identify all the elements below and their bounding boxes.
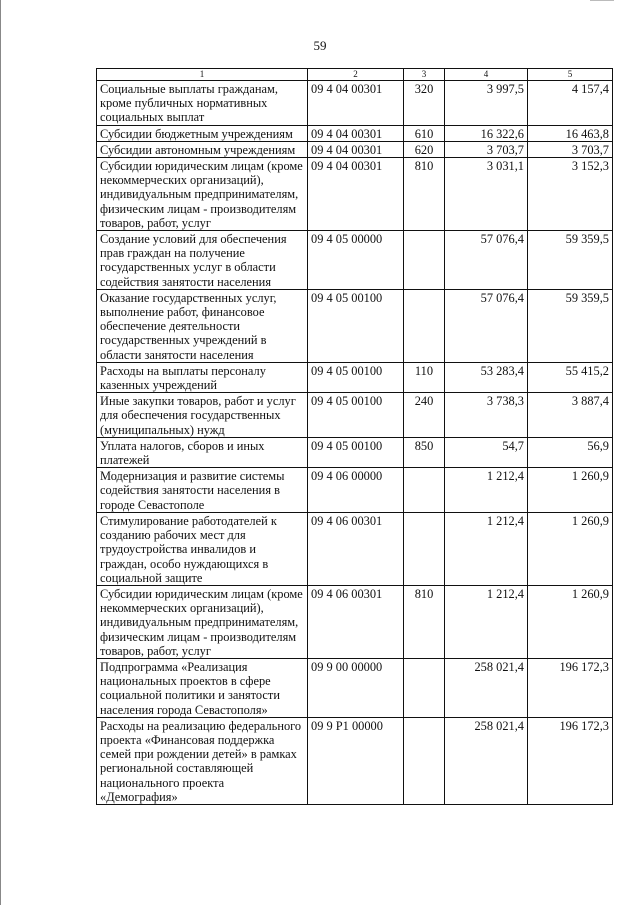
- row-value-2-cell: 59 359,5: [528, 231, 613, 290]
- table-row: [97, 512, 613, 585]
- row-code-cell: 09 9 00 00000: [308, 658, 404, 717]
- table-row: [97, 231, 613, 290]
- table-row: [97, 81, 613, 126]
- row-value-2-cell: 3 152,3: [528, 158, 613, 231]
- row-name-cell: Стимулирование работодателей к созданию рабочих мест для трудоустройства инвалидов и граждан, особо нуждающихся в социальной защите: [97, 512, 308, 585]
- budget-table: [96, 68, 613, 805]
- column-header-3: 3: [404, 69, 445, 81]
- row-name-cell: Уплата налогов, сборов и иных платежей: [97, 437, 308, 467]
- row-code-cell: 09 4 05 00100: [308, 393, 404, 438]
- row-expense-type-cell: [404, 717, 445, 804]
- row-name-cell: Субсидии бюджетным учреждениям: [97, 125, 308, 141]
- row-name-cell: Расходы на реализацию федерального проекта «Финансовая поддержка семей при рождении детей» в рамках региональной составляющей национального проекта «Демография»: [97, 717, 308, 804]
- table-row: [97, 585, 613, 658]
- row-value-1-cell: 1 212,4: [445, 512, 528, 585]
- row-value-1-cell: 53 283,4: [445, 362, 528, 392]
- row-value-1-cell: 1 212,4: [445, 468, 528, 513]
- row-name-cell: Модернизация и развитие системы содействия занятости населения в городе Севастополе: [97, 468, 308, 513]
- column-header-1: 1: [97, 69, 308, 81]
- row-value-1-cell: 16 322,6: [445, 125, 528, 141]
- row-value-1-cell: 258 021,4: [445, 658, 528, 717]
- row-value-2-cell: 4 157,4: [528, 81, 613, 126]
- row-expense-type-cell: 610: [404, 125, 445, 141]
- row-expense-type-cell: [404, 289, 445, 362]
- row-expense-type-cell: [404, 468, 445, 513]
- row-expense-type-cell: 240: [404, 393, 445, 438]
- row-name-cell: Социальные выплаты гражданам, кроме публичных нормативных социальных выплат: [97, 81, 308, 126]
- page-left-edge: [0, 0, 1, 905]
- row-name-cell: Расходы на выплаты персоналу казенных учреждений: [97, 362, 308, 392]
- row-expense-type-cell: 850: [404, 437, 445, 467]
- row-value-1-cell: 1 212,4: [445, 585, 528, 658]
- row-value-1-cell: 57 076,4: [445, 231, 528, 290]
- page-corner-mark: [590, 0, 614, 3]
- row-value-1-cell: 3 703,7: [445, 141, 528, 157]
- row-name-cell: Иные закупки товаров, работ и услуг для обеспечения государственных (муниципальных) нужд: [97, 393, 308, 438]
- table-row: [97, 362, 613, 392]
- row-name-cell: Подпрограмма «Реализация национальных проектов в сфере социальной политики и занятости населения города Севастополя»: [97, 658, 308, 717]
- row-value-1-cell: 57 076,4: [445, 289, 528, 362]
- row-expense-type-cell: 320: [404, 81, 445, 126]
- row-name-cell: Субсидии автономным учреждениям: [97, 141, 308, 157]
- row-expense-type-cell: 110: [404, 362, 445, 392]
- table-row: [97, 468, 613, 513]
- row-value-1-cell: 54,7: [445, 437, 528, 467]
- row-name-cell: Оказание государственных услуг, выполнение работ, финансовое обеспечение деятельности государственных учреждений в области занятости населения: [97, 289, 308, 362]
- column-header-5: 5: [528, 69, 613, 81]
- row-value-2-cell: 1 260,9: [528, 585, 613, 658]
- table-row: [97, 158, 613, 231]
- row-name-cell: Субсидии юридическим лицам (кроме некоммерческих организаций), индивидуальным предпринимателям, физическим лицам - производителям товаров, работ, услуг: [97, 158, 308, 231]
- row-code-cell: 09 4 04 00301: [308, 125, 404, 141]
- row-code-cell: 09 4 05 00100: [308, 362, 404, 392]
- row-value-2-cell: 3 703,7: [528, 141, 613, 157]
- row-value-1-cell: 3 738,3: [445, 393, 528, 438]
- row-code-cell: 09 4 06 00000: [308, 468, 404, 513]
- row-value-2-cell: 56,9: [528, 437, 613, 467]
- row-code-cell: 09 4 04 00301: [308, 158, 404, 231]
- page-number: 59: [313, 38, 327, 53]
- row-expense-type-cell: 620: [404, 141, 445, 157]
- row-value-1-cell: 3 997,5: [445, 81, 528, 126]
- row-code-cell: 09 4 04 00301: [308, 141, 404, 157]
- row-code-cell: 09 4 06 00301: [308, 585, 404, 658]
- row-value-1-cell: 258 021,4: [445, 717, 528, 804]
- table-row: [97, 141, 613, 157]
- table-row: [97, 717, 613, 804]
- row-value-2-cell: 55 415,2: [528, 362, 613, 392]
- row-expense-type-cell: 810: [404, 158, 445, 231]
- row-code-cell: 09 9 P1 00000: [308, 717, 404, 804]
- table-row: [97, 393, 613, 438]
- row-code-cell: 09 4 05 00100: [308, 289, 404, 362]
- row-value-2-cell: 59 359,5: [528, 289, 613, 362]
- table-row: [97, 437, 613, 467]
- row-value-2-cell: 196 172,3: [528, 717, 613, 804]
- row-value-2-cell: 16 463,8: [528, 125, 613, 141]
- row-expense-type-cell: 810: [404, 585, 445, 658]
- column-header-2: 2: [308, 69, 404, 81]
- row-value-1-cell: 3 031,1: [445, 158, 528, 231]
- row-expense-type-cell: [404, 658, 445, 717]
- row-code-cell: 09 4 05 00000: [308, 231, 404, 290]
- column-number-row: [97, 69, 613, 81]
- table-row: [97, 289, 613, 362]
- row-value-2-cell: 196 172,3: [528, 658, 613, 717]
- row-code-cell: 09 4 05 00100: [308, 437, 404, 467]
- row-name-cell: Субсидии юридическим лицам (кроме некоммерческих организаций), индивидуальным предпринимателям, физическим лицам - производителям товаров, работ, услуг: [97, 585, 308, 658]
- table-row: [97, 125, 613, 141]
- table-row: [97, 658, 613, 717]
- table-body: [97, 81, 613, 805]
- row-value-2-cell: 1 260,9: [528, 468, 613, 513]
- row-expense-type-cell: [404, 231, 445, 290]
- row-code-cell: 09 4 06 00301: [308, 512, 404, 585]
- row-code-cell: 09 4 04 00301: [308, 81, 404, 126]
- column-header-4: 4: [445, 69, 528, 81]
- row-expense-type-cell: [404, 512, 445, 585]
- row-value-2-cell: 1 260,9: [528, 512, 613, 585]
- row-name-cell: Создание условий для обеспечения прав граждан на получение государственных услуг в области содействия занятости населения: [97, 231, 308, 290]
- row-value-2-cell: 3 887,4: [528, 393, 613, 438]
